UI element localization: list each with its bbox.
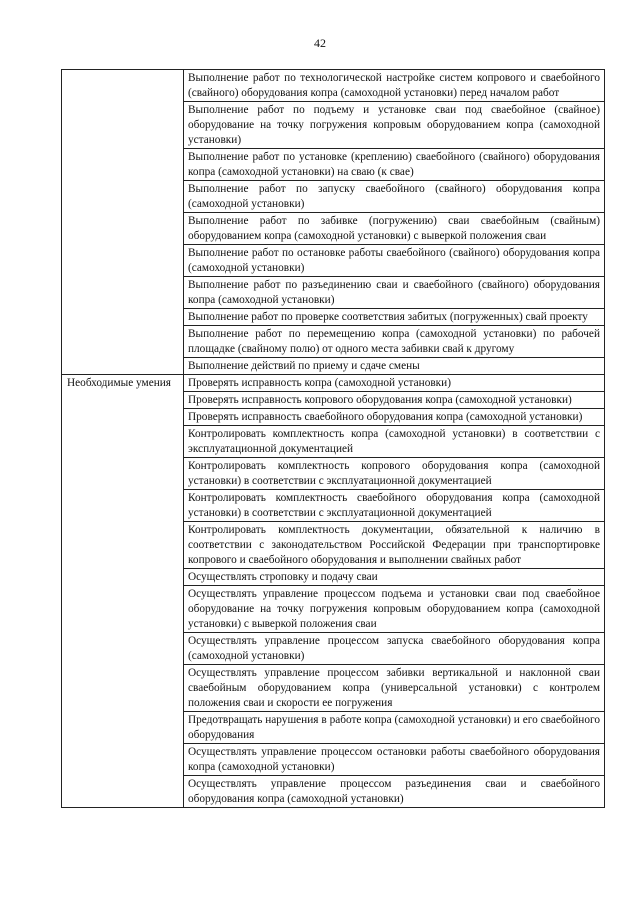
cell-text: Осуществлять управление процессом забивки вертикальной и наклонной сваи сваебойным оборудованием копра (универсальной установки) с контролем положения сваи и скорости ее погружения [188, 667, 600, 709]
cell-text: Выполнение работ по подъему и установке сваи под сваебойное (свайное) оборудование на точку погружения копровым оборудованием копра (самоходной установки) [188, 104, 600, 146]
cell-text: Контролировать комплектность документации, обязательной к наличию в соответствии с законодательством Российской Федерации при транспортировке копрового и сваебойного оборудования и выполнении свайных работ [188, 524, 600, 566]
table-cell [184, 490, 605, 522]
cell-text: Выполнение работ по разъединению сваи и сваебойного (свайного) оборудования копра (самоходной установки) [188, 279, 600, 306]
cell-text: Осуществлять строповку и подачу сваи [188, 571, 378, 583]
skills-label: Необходимые умения [67, 377, 171, 389]
table-cell [184, 358, 605, 375]
cell-text: Осуществлять управление процессом запуска сваебойного оборудования копра (самоходной установки) [188, 635, 600, 662]
table-cell [184, 409, 605, 426]
table-row [62, 70, 605, 102]
table-cell [184, 586, 605, 633]
cell-text: Выполнение работ по проверке соответствия забитых (погруженных) свай проекту [188, 311, 588, 323]
cell-text: Осуществлять управление процессом остановки работы сваебойного оборудования копра (самоходной установки) [188, 746, 600, 773]
cell-text: Контролировать комплектность копрового оборудования копра (самоходной установки) в соответствии с эксплуатационной документацией [188, 460, 600, 487]
table-cell [184, 213, 605, 245]
table-cell [184, 392, 605, 409]
cell-text: Проверять исправность копра (самоходной установки) [188, 377, 451, 389]
table-cell [184, 569, 605, 586]
cell-text: Контролировать комплектность сваебойного оборудования копра (самоходной установки) в соответствии с эксплуатационной документацией [188, 492, 600, 519]
table-cell [184, 149, 605, 181]
table-cell [184, 712, 605, 744]
cell-text: Выполнение работ по перемещению копра (самоходной установки) по рабочей площадке (свайному полю) от одного места забивки свай к другому [188, 328, 600, 355]
cell-text: Выполнение работ по установке (креплению) сваебойного (свайного) оборудования копра (самоходной установки) на сваю (к свае) [188, 151, 600, 178]
cell-text: Выполнение работ по забивке (погружению) сваи сваебойным (свайным) оборудованием копра (самоходной установки) с выверкой положения сваи [188, 215, 600, 242]
table-cell [184, 102, 605, 149]
table-cell [184, 744, 605, 776]
table-cell [184, 426, 605, 458]
cell-text: Контролировать комплектность копра (самоходной установки) в соответствии с эксплуатационной документацией [188, 428, 600, 455]
table-cell [184, 309, 605, 326]
skills-label-cell [62, 375, 184, 808]
table-cell [184, 245, 605, 277]
cell-text: Проверять исправность копрового оборудования копра (самоходной установки) [188, 394, 572, 406]
table-cell [184, 776, 605, 808]
cell-text: Осуществлять управление процессом подъема и установки сваи под сваебойное оборудование на точку погружения копровым оборудованием копра (самоходной установки) с выверкой положения сваи [188, 588, 600, 630]
table-cell [184, 665, 605, 712]
page-number: 42 [314, 36, 326, 50]
work-actions-label-cell [62, 70, 184, 375]
table-cell [184, 70, 605, 102]
table-cell [184, 458, 605, 490]
cell-text: Предотвращать нарушения в работе копра (самоходной установки) и его сваебойного оборудования [188, 714, 600, 741]
cell-text: Выполнение работ по остановке работы сваебойного (свайного) оборудования копра (самоходной установки) [188, 247, 600, 274]
table-cell [184, 181, 605, 213]
cell-text: Выполнение действий по приему и сдаче смены [188, 360, 420, 372]
table-cell [184, 326, 605, 358]
table-cell [184, 522, 605, 569]
table-cell [184, 277, 605, 309]
table-cell [184, 375, 605, 392]
cell-text: Выполнение работ по технологической настройке систем копрового и сваебойного (свайного) оборудования копра (самоходной установки) перед началом работ [188, 72, 600, 99]
table-cell [184, 633, 605, 665]
table-row [62, 375, 605, 392]
cell-text: Осуществлять управление процессом разъединения сваи и сваебойного оборудования копра (самоходной установки) [188, 778, 600, 805]
cell-text: Выполнение работ по запуску сваебойного (свайного) оборудования копра (самоходной установки) [188, 183, 600, 210]
competency-table [61, 69, 605, 808]
cell-text: Проверять исправность сваебойного оборудования копра (самоходной установки) [188, 411, 583, 423]
